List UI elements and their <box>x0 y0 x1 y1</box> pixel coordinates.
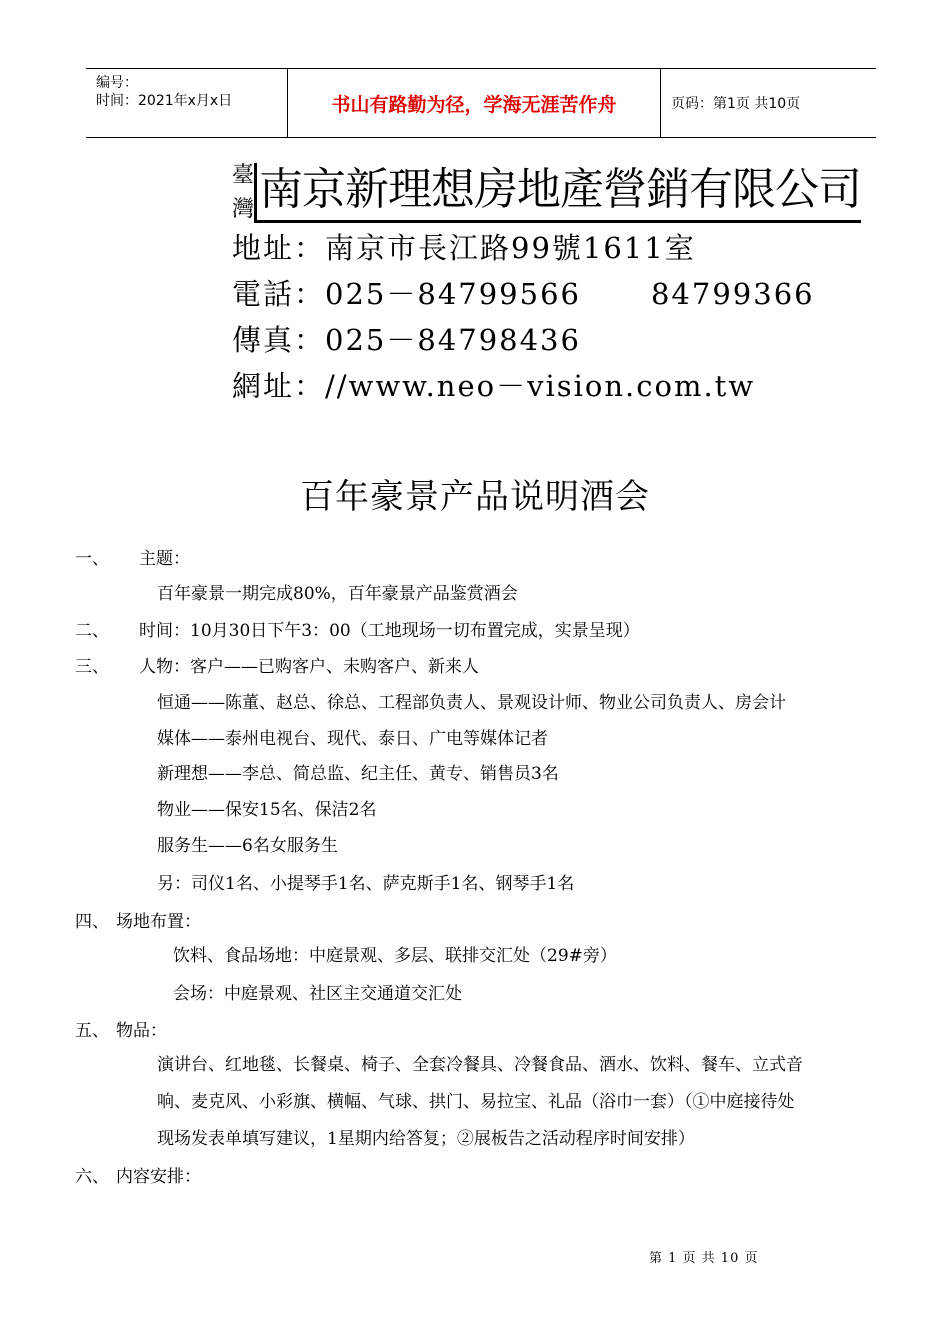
section-5-label: 物品： <box>116 1021 167 1041</box>
section-3-number: 三、 <box>75 657 109 677</box>
section-4-label: 场地布置： <box>116 912 201 932</box>
motto-text: 书山有路勤为径，学海无涯苦作舟 <box>331 93 617 116</box>
taiwan-char-2: 灣 <box>232 197 255 222</box>
section-3-sub-6: 另：司仪1名、小提琴手1名、萨克斯手1名、钢琴手1名 <box>157 874 575 894</box>
company-address: 地址：南京市長江路99號1611室 <box>232 231 696 265</box>
company-website: 網址：//www.neo－vision.com.tw <box>232 369 756 403</box>
header-meta <box>86 69 288 137</box>
section-3-sub-3: 新理想——李总、简总监、纪主任、黄专、销售员3名 <box>157 764 559 784</box>
section-6-label: 内容安排： <box>116 1167 201 1187</box>
phone-label: 電話： <box>232 277 326 311</box>
section-5-line-3: 现场发表单填写建议，1星期内给答复；②展板告之活动程序时间安排） <box>157 1129 695 1149</box>
header-page-info: 页码：第1页 共10页 <box>671 96 801 112</box>
page-footer: 第 1 页 共 10 页 <box>649 1251 759 1266</box>
taiwan-char-1: 臺 <box>232 163 255 188</box>
company-fax: 傳真：025－84798436 <box>232 323 581 357</box>
section-1-number: 一、 <box>75 549 109 569</box>
section-3-sub-4: 物业——保安15名、保洁2名 <box>157 800 377 820</box>
section-4-sub-1: 饮料、食品场地：中庭景观、多层、联排交汇处（29#旁） <box>173 946 617 966</box>
phone-1: 025－84799566 <box>325 277 581 311</box>
section-4-sub-2: 会场：中庭景观、社区主交通道交汇处 <box>173 984 462 1004</box>
section-5-number: 五、 <box>75 1021 109 1041</box>
section-3-sub-5: 服务生——6名女服务生 <box>157 836 338 856</box>
section-4-number: 四、 <box>75 912 109 932</box>
number-label: 编号： <box>96 75 138 91</box>
time-label: 时间：2021年x月x日 <box>96 93 233 109</box>
phone-2: 84799366 <box>650 277 815 311</box>
section-1-label: 主题： <box>139 549 190 569</box>
section-3-sub-2: 媒体——泰州电视台、现代、泰日、广电等媒体记者 <box>157 729 548 749</box>
section-2-number: 二、 <box>75 621 109 641</box>
section-2-text: 时间：10月30日下午3：00（工地现场一切布置完成，实景呈现） <box>139 621 640 641</box>
company-letterhead <box>232 163 862 409</box>
header-motto <box>288 69 661 137</box>
page-header <box>86 68 876 138</box>
section-3-sub-1: 恒通——陈董、赵总、徐总、工程部负责人、景观设计师、物业公司负责人、房会计 <box>157 693 786 713</box>
section-5-line-2: 响、麦克风、小彩旗、横幅、气球、拱门、易拉宝、礼品（浴巾一套）（①中庭接待处 <box>157 1092 795 1112</box>
section-6-number: 六、 <box>75 1167 109 1187</box>
document-title: 百年豪景产品说明酒会 <box>300 477 650 517</box>
section-5-line-1: 演讲台、红地毯、长餐桌、椅子、全套冷餐具、冷餐食品、酒水、饮料、餐车、立式音 <box>157 1055 803 1075</box>
section-3-text: 人物：客户——已购客户、未购客户、新来人 <box>139 657 479 677</box>
company-phone <box>232 271 815 317</box>
taiwan-mark <box>232 163 254 223</box>
section-1-text: 百年豪景一期完成80%，百年豪景产品鉴赏酒会 <box>157 584 518 604</box>
company-name: 南京新理想房地產營銷有限公司 <box>254 163 861 223</box>
